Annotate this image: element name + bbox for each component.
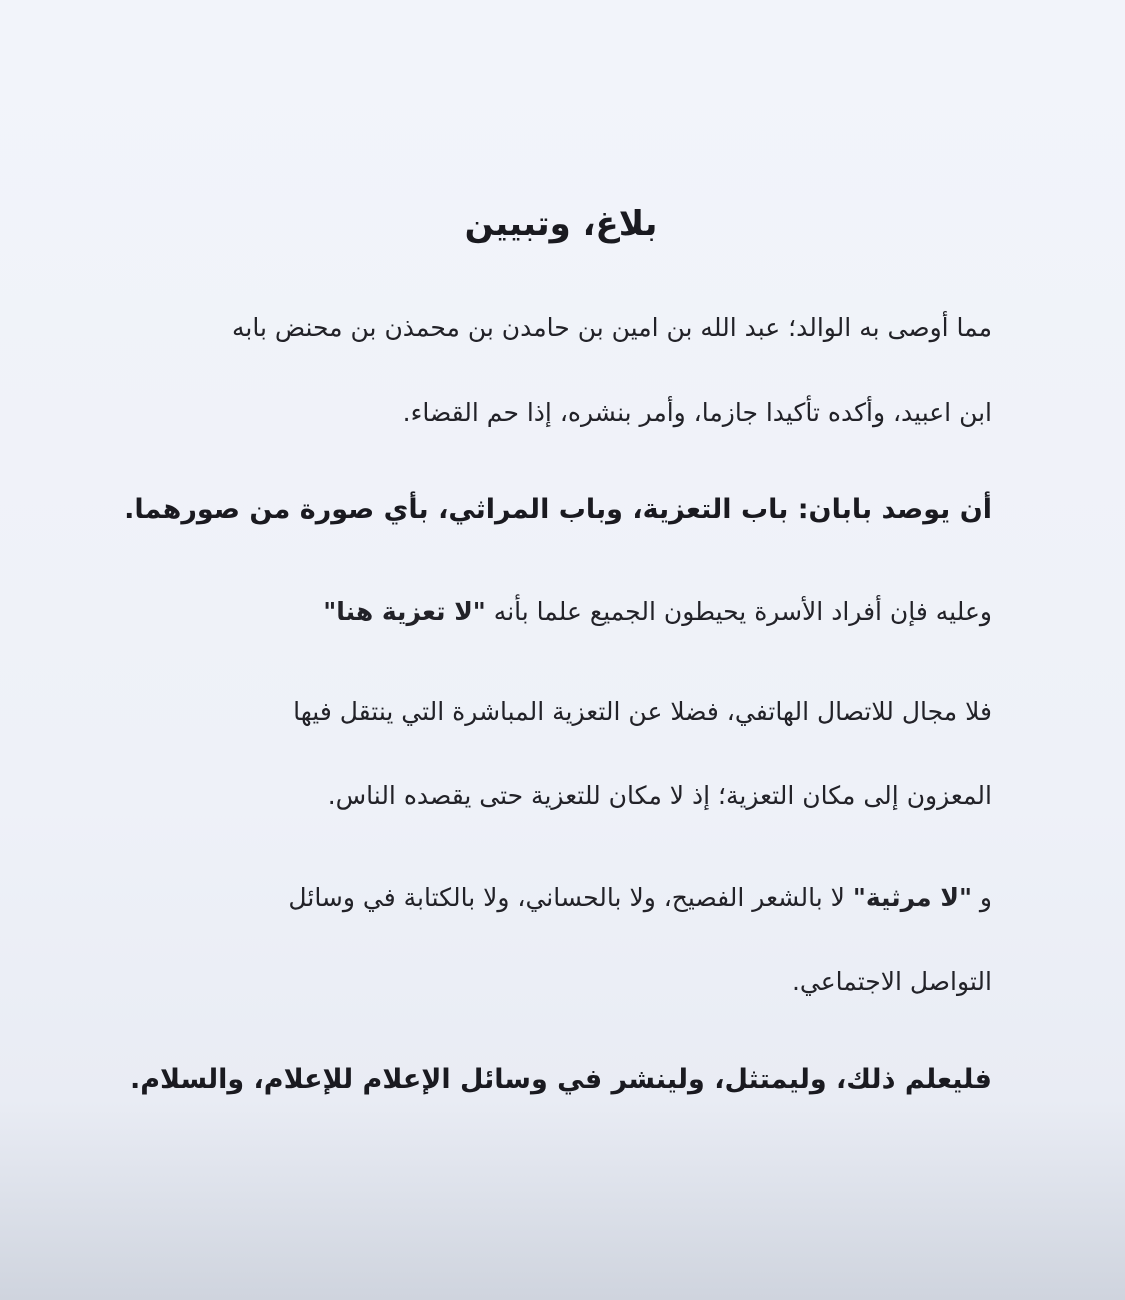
- paragraph-4-line-1: [130, 878, 992, 918]
- paragraph-4-line-2: التواصل الاجتماعي.: [791, 967, 992, 996]
- paragraph-1-line-2: ابن اعبيد، وأكده تأكيدا جازما، وأمر بنشره، إذا حم القضاء.: [402, 398, 992, 427]
- closing-statement: فليعلم ذلك، وليمتثل، ولينشر في وسائل الإعلام للإعلام، والسلام.: [129, 1064, 992, 1095]
- paragraph-4-text: لا بالشعر الفصيح، ولا بالحساني، ولا بالكتابة في وسائل: [288, 883, 853, 912]
- paragraph-4-prefix: و: [971, 883, 992, 912]
- no-elegy-quote: "لا مرثية": [852, 883, 972, 912]
- paragraph-1-line-1: مما أوصى به الوالد؛ عبد الله بن امين بن حامدن بن محمذن بن محنض بابه: [231, 313, 992, 342]
- paragraph-3-line-1: فلا مجال للاتصال الهاتفي، فضلا عن التعزية المباشرة التي ينتقل فيها: [293, 697, 992, 726]
- no-condolence-quote: "لا تعزية هنا": [323, 597, 486, 626]
- paragraph-2-text: وعليه فإن أفراد الأسرة يحيطون الجميع علما بأنه: [485, 597, 992, 626]
- directive-statement: أن يوصد بابان: باب التعزية، وباب المراثي، بأي صورة من صورهما.: [124, 494, 992, 525]
- paragraph-3-line-2: المعزون إلى مكان التعزية؛ إذ لا مكان للتعزية حتى يقصده الناس.: [327, 781, 992, 810]
- paragraph-2: [130, 592, 992, 632]
- document-page: [124, 0, 992, 1300]
- document-title: بلاغ، وتبيين: [464, 204, 658, 244]
